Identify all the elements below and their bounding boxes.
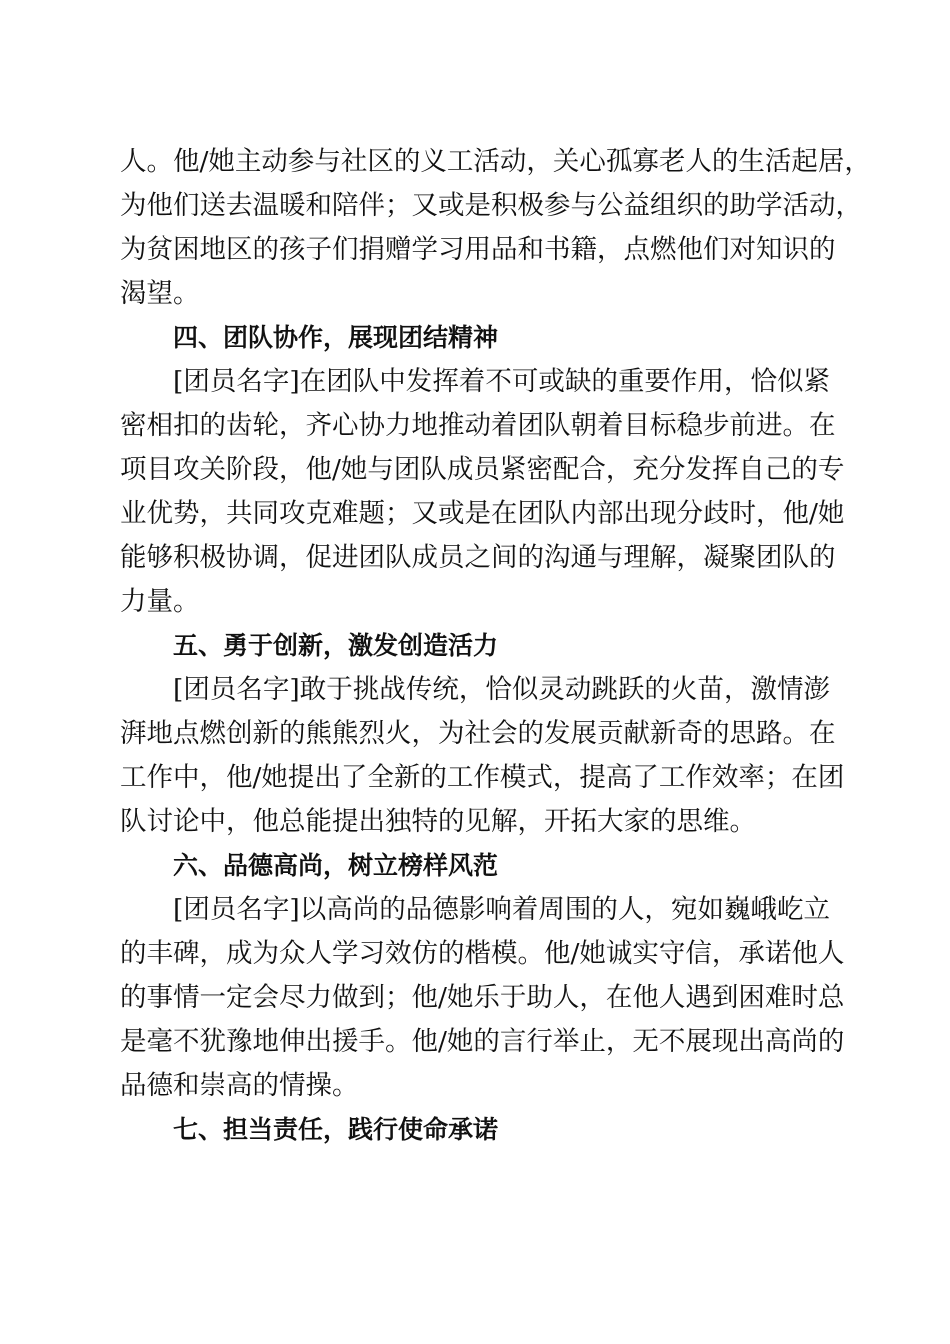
text-line: 湃地点燃创新的熊熊烈火，为社会的发展贡献新奇的思路。在 — [120, 718, 836, 749]
text-line: [团员名字]以高尚的品德影响着周围的人，宛如巍峨屹立 — [173, 894, 830, 925]
document-page — [120, 140, 871, 1152]
text-line: 能够积极协调，促进团队成员之间的沟通与理解，凝聚团队的 — [120, 542, 836, 573]
text-line: 力量。 — [120, 586, 200, 617]
paragraph-continued — [120, 140, 871, 316]
text-line: 业优势，共同攻克难题；又或是在团队内部出现分歧时，他/她 — [120, 498, 845, 529]
text-line: 为贫困地区的孩子们捐赠学习用品和书籍，点燃他们对知识的 — [120, 234, 836, 265]
text-line: 的丰碑，成为众人学习效仿的楷模。他/她诚实守信，承诺他人 — [120, 938, 845, 969]
text-line: [团员名字]敢于挑战传统，恰似灵动跳跃的火苗，激情澎 — [173, 674, 830, 705]
text-line: 工作中，他/她提出了全新的工作模式，提高了工作效率；在团 — [120, 762, 845, 793]
text-line: 为他们送去温暖和陪伴；又或是积极参与公益组织的助学活动， — [120, 190, 862, 221]
section-heading-5: 五、勇于创新，激发创造活力 — [173, 631, 499, 660]
section-heading-7: 七、担当责任，践行使命承诺 — [173, 1115, 499, 1144]
section-6-paragraph — [120, 888, 845, 1108]
text-line: 品德和崇高的情操。 — [120, 1070, 359, 1101]
text-line: 的事情一定会尽力做到；他/她乐于助人，在他人遇到困难时总 — [120, 982, 845, 1013]
text-line: 是毫不犹豫地伸出援手。他/她的言行举止，无不展现出高尚的 — [120, 1026, 845, 1057]
section-5-paragraph — [120, 668, 845, 844]
section-heading-4: 四、团队协作，展现团结精神 — [173, 323, 499, 352]
text-line: [团员名字]在团队中发挥着不可或缺的重要作用，恰似紧 — [173, 366, 830, 397]
text-line: 项目攻关阶段，他/她与团队成员紧密配合，充分发挥自己的专 — [120, 454, 845, 485]
text-line: 人。他/她主动参与社区的义工活动，关心孤寡老人的生活起居， — [120, 146, 871, 177]
text-line: 队讨论中，他总能提出独特的见解，开拓大家的思维。 — [120, 806, 756, 837]
text-line: 密相扣的齿轮，齐心协力地推动着团队朝着目标稳步前进。在 — [120, 410, 836, 441]
section-heading-6: 六、品德高尚，树立榜样风范 — [173, 851, 499, 880]
text-line: 渴望。 — [120, 278, 200, 309]
section-4-paragraph — [120, 360, 845, 624]
